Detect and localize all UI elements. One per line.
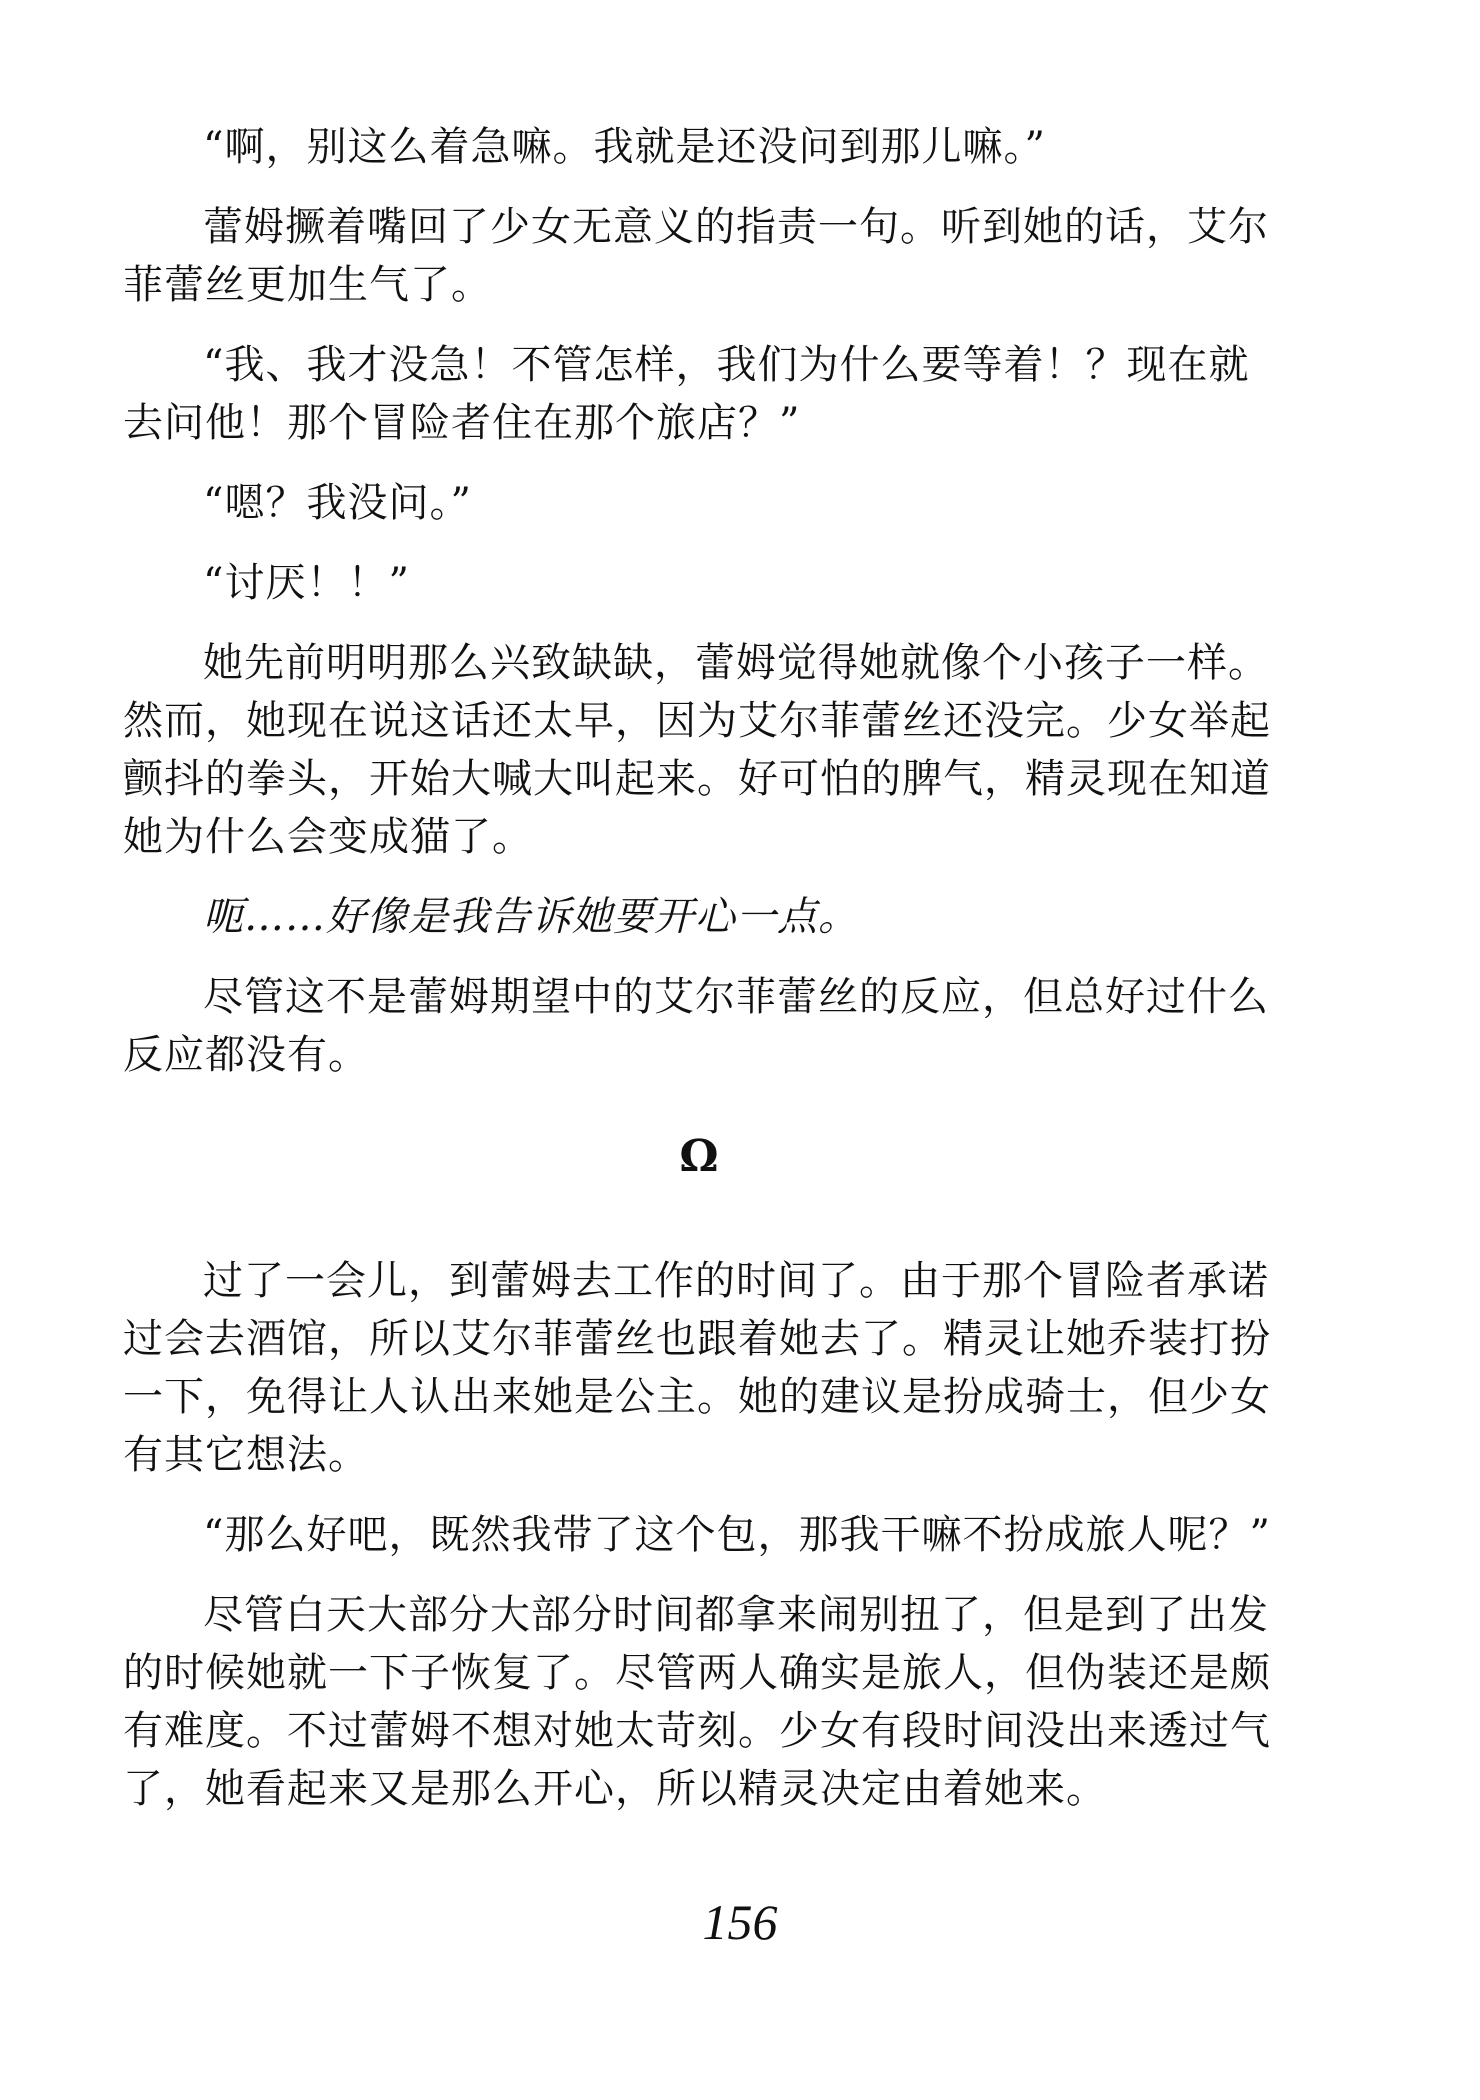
paragraph: “我、我才没急！不管怎样，我们为什么要等着！？现在就去问他！那个冒险者住在那个旅店？” xyxy=(123,342,1250,446)
paragraph-italic-thought: 呃……好像是我告诉她要开心一点。 xyxy=(203,894,859,940)
paragraph: “嗯？我没问。” xyxy=(203,480,472,526)
body-text xyxy=(123,118,1275,1840)
section-break-omega: Ω xyxy=(679,1131,719,1182)
paragraph: 尽管这不是蕾姆期望中的艾尔菲蕾丝的反应，但总好过什么反应都没有。 xyxy=(123,974,1269,1078)
page-number: 156 xyxy=(702,1894,778,1950)
paragraph: “啊，别这么着急嘛。我就是还没问到那儿嘛。” xyxy=(203,124,1046,170)
paragraph: 蕾姆撅着嘴回了少女无意义的指责一句。听到她的话，艾尔菲蕾丝更加生气了。 xyxy=(123,204,1269,308)
paragraph: 过了一会儿，到蕾姆去工作的时间了。由于那个冒险者承诺过会去酒馆，所以艾尔菲蕾丝也跟着她去了。精灵让她乔装打扮一下，免得让人认出来她是公主。她的建议是扮成骑士，但少女有其它想法。 xyxy=(123,1258,1271,1478)
paragraph: “那么好吧，既然我带了这个包，那我干嘛不扮成旅人呢？” xyxy=(203,1512,1271,1558)
paragraph: “讨厌！！” xyxy=(203,560,410,606)
paragraph: 尽管白天大部分大部分时间都拿来闹别扭了，但是到了出发的时候她就一下子恢复了。尽管两人确实是旅人，但伪装还是颇有难度。不过蕾姆不想对她太苛刻。少女有段时间没出来透过气了，她看起来又是那么开心，所以精灵决定由着她来。 xyxy=(123,1592,1271,1812)
paragraph: 她先前明明那么兴致缺缺，蕾姆觉得她就像个小孩子一样。然而，她现在说这话还太早，因为艾尔菲蕾丝还没完。少女举起颤抖的拳头，开始大喊大叫起来。好可怕的脾气，精灵现在知道她为什么会变成猫了。 xyxy=(123,640,1271,860)
